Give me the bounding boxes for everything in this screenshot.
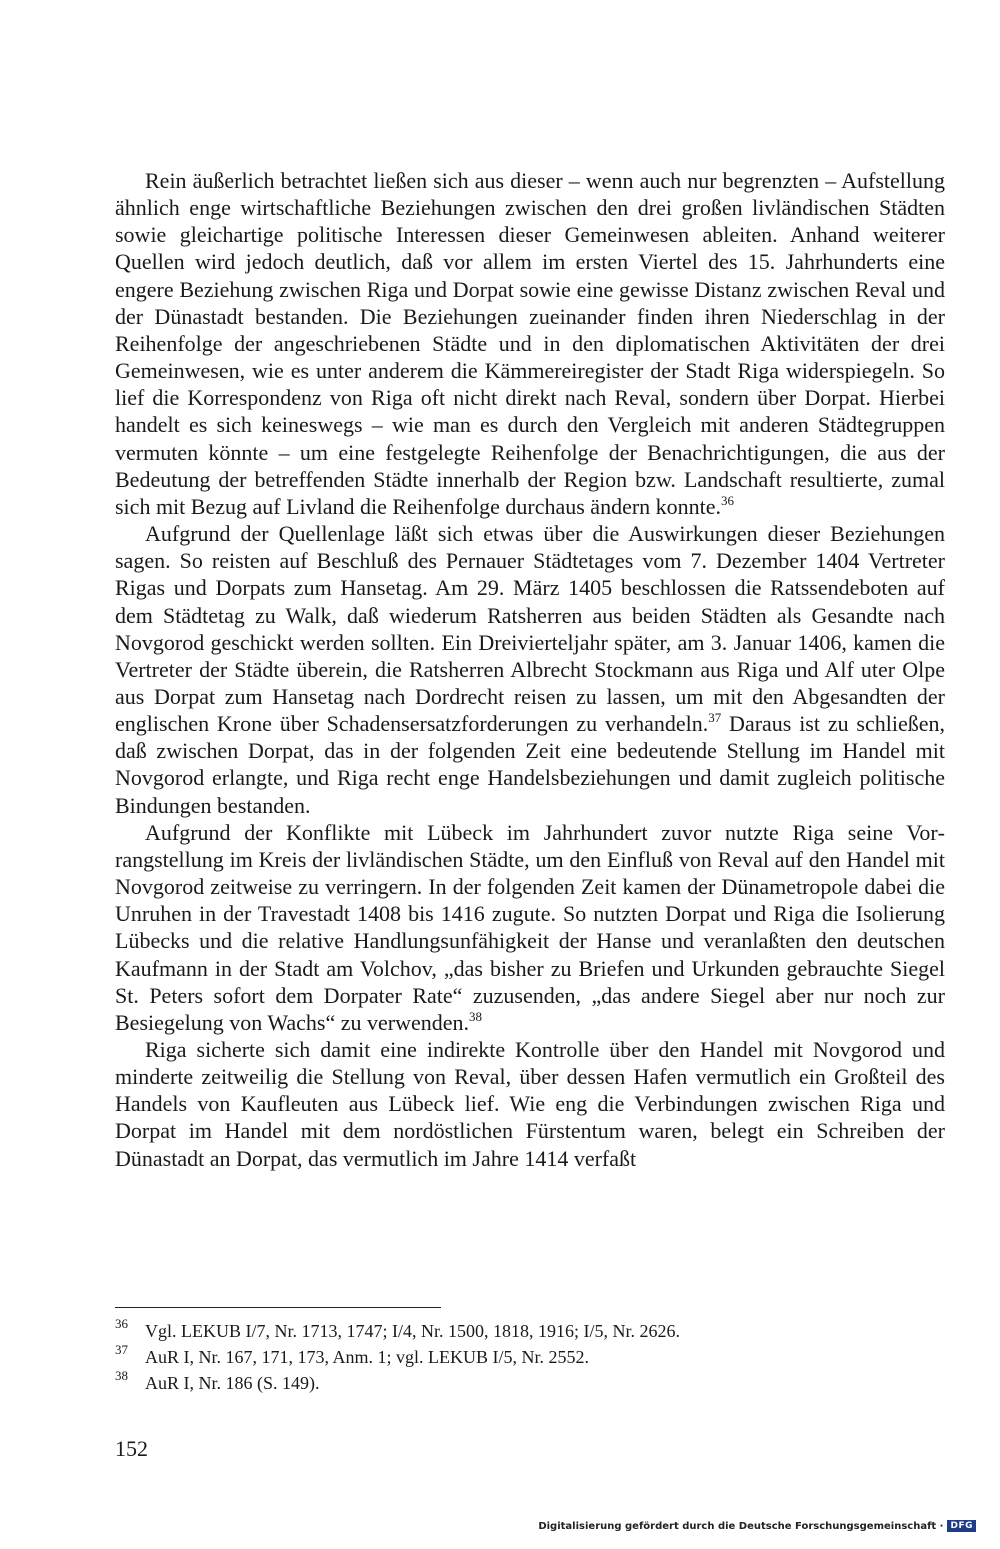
paragraph-text: Daraus ist zu schließen, daß zwischen Dorpat, das in der folgenden Zeit eine bedeutende Stellung im Handel mit Novgorod erlangte, und Riga recht enge Handelsbeziehungen und damit zugleich politische Bindungen bestanden.	[115, 711, 945, 818]
paragraph	[115, 1036, 945, 1172]
paragraph-text: Rein äußerlich betrachtet ließen sich aus dieser – wenn auch nur begrenzten – Aufstellung ähnlich enge wirtschaftliche Beziehungen zwischen den drei großen livländischen Städten sowie gleichartige politische Interessen dieser Gemeinwesen ableiten. Anhand weiterer Quellen wird jedoch deutlich, daß vor allem im ersten Viertel des 15. Jahrhunderts eine engere Beziehung zwischen Riga und Dorpat sowie eine gewisse Distanz zwischen Reval und der Dünastadt bestanden. Die Beziehungen zueinander finden ihren Niederschlag in der Reihenfolge der angeschriebenen Städte und in den diplomatischen Aktivitäten der drei Gemeinwesen, wie es unter anderem die Kämmereiregister der Stadt Riga widerspiegeln. So lief die Korrespondenz von Riga oft nicht direkt nach Reval, sondern über Dorpat. Hierbei handelt es sich keineswegs – wie man es durch den Vergleich mit anderen Städtegruppen vermuten könnte – um eine festgelegte Reihenfolge der Benachrichtigungen, die aus der Bedeutung der betreffenden Städte innerhalb der Region bzw. Landschaft resultierte, zumal sich mit Bezug auf Livland die Reihenfolge durchaus ändern konnte.	[115, 168, 945, 519]
digitization-credit	[538, 1520, 976, 1532]
footnote-text: Vgl. LEKUB I/7, Nr. 1713, 1747; I/4, Nr. 1500, 1818, 1916; I/5, Nr. 2626.	[145, 1321, 680, 1341]
footnotes	[115, 1318, 945, 1396]
paragraph	[115, 520, 945, 819]
page-number: 152	[115, 1436, 148, 1461]
paragraph-text: Aufgrund der Konflikte mit Lübeck im Jahrhundert zuvor nutzte Riga seine Vorrangstellung im Kreis der livländischen Städte, um den Einfluß von Reval auf den Handel mit Novgorod zeitweise zu verringern. In der folgenden Zeit kamen der Dünametropole dabei die Unruhen in der Travestadt 1408 bis 1416 zugute. So nutzten Dorpat und Riga die Isolierung Lübecks und die relative Handlungsunfähigkeit der Hanse und veranlaßten den deutschen Kaufmann in der Stadt am Volchov, „das bisher zu Briefen und Urkunden gebrauchte Siegel St. Peters sofort dem Dorpater Rate“ zuzusenden, „das andere Siegel aber nur noch zur Besiegelung von Wachs“ zu verwenden.	[115, 819, 945, 1035]
footnote	[115, 1344, 945, 1370]
paragraph-text: Aufgrund der Quellenlage läßt sich etwas über die Auswirkungen dieser Beziehungen sagen. So reisten auf Beschluß des Pernauer Städtetages vom 7. Dezember 1404 Vertreter Rigas und Dorpats zum Hansetag. Am 29. März 1405 beschlossen die Ratssendeboten auf dem Städtetag zu Walk, daß wiederum Ratsherren aus beiden Städten als Gesandte nach Novgorod geschickt werden sollten. Ein Dreivierteljahr später, am 3. Januar 1406, kamen die Vertreter der Städte überein, die Ratsherren Albrecht Stockmann aus Riga und Alf uter Olpe aus Dorpat zum Hansetag nach Dordrecht reisen zu lassen, um mit den Abgesandten der englischen Krone über Schadensersatzforderungen zu verhandeln.	[115, 521, 945, 737]
footnote-number: 38	[115, 1368, 128, 1383]
footnote-ref[interactable]: 38	[469, 1008, 482, 1024]
footnote-text: AuR I, Nr. 186 (S. 149).	[145, 1373, 320, 1393]
credit-text: Digitalisierung gefördert durch die Deutsche Forschungsgemeinschaft ·	[538, 1520, 944, 1532]
footnote-divider	[115, 1307, 441, 1308]
paragraph-text: Riga sicherte sich damit eine indirekte Kontrolle über den Handel mit Novgorod und minderte zeitweilig die Stellung von Reval, über dessen Hafen vermutlich ein Großteil des Handels von Kaufleuten aus Lübeck lief. Wie eng die Verbindungen zwischen Riga und Dorpat im Handel mit dem nordöstlichen Fürstentum waren, belegt ein Schreiben der Dünastadt an Dorpat, das vermutlich im Jahre 1414 verfaßt	[115, 1037, 945, 1171]
footnote-number: 37	[115, 1342, 128, 1357]
footnote-number: 36	[115, 1316, 128, 1331]
main-text	[115, 167, 945, 1172]
paragraph	[115, 167, 945, 520]
paragraph	[115, 819, 945, 1036]
dfg-logo-icon: DFG	[947, 1520, 976, 1532]
footnote	[115, 1370, 945, 1396]
footnote-ref[interactable]: 37	[708, 710, 722, 726]
footnote	[115, 1318, 945, 1344]
footnote-text: AuR I, Nr. 167, 171, 173, Anm. 1; vgl. LEKUB I/5, Nr. 2552.	[145, 1347, 589, 1367]
footnote-ref[interactable]: 36	[721, 492, 735, 508]
